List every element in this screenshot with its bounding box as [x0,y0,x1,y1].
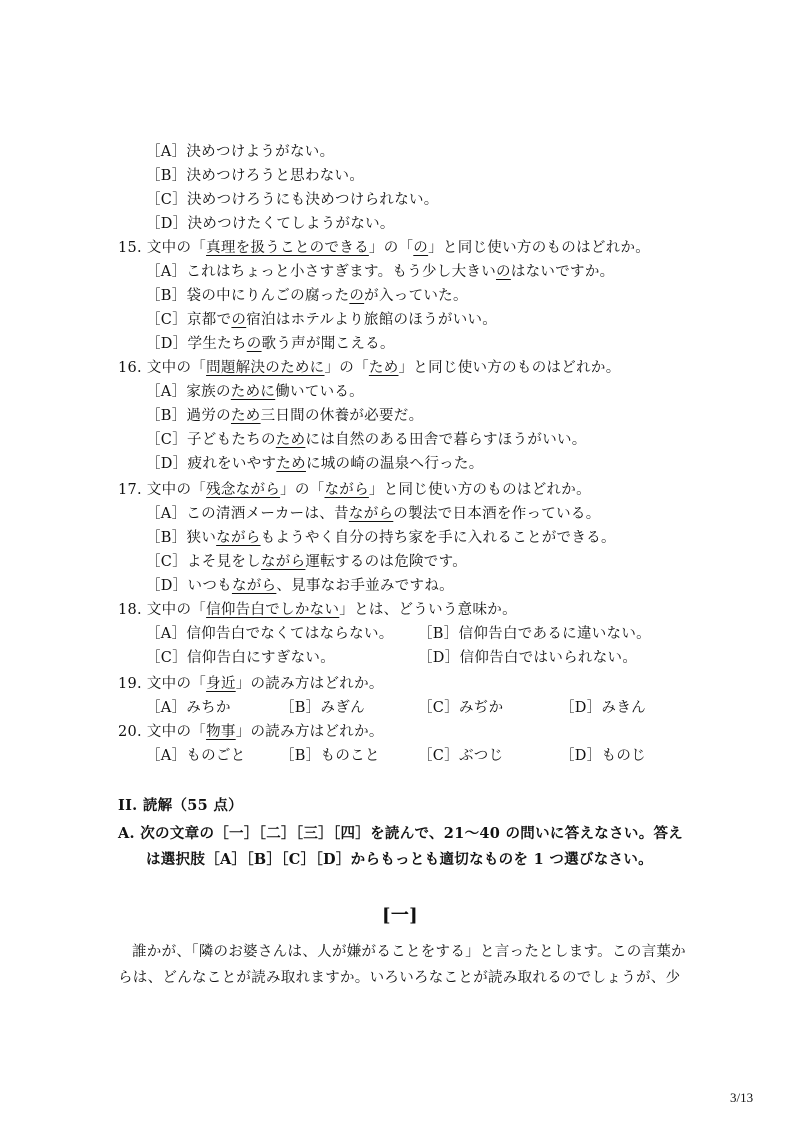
q20-target: 物事 [206,724,236,740]
q20-option-c: ［C］ぶつじ [418,748,504,764]
q16-marker: ため [368,360,399,376]
q18-option-a: ［A］信仰告白でなくてはならない。 [146,626,394,642]
q17-option-a: ［A］この清酒メーカーは、昔ながらの製法で日本酒を作っている。 [146,506,601,522]
q16-option-a: ［A］家族のために働いている。 [146,384,364,400]
q17-target: 残念ながら [206,482,281,498]
q14-option-a: ［A］決めつけようがない。 [146,144,335,160]
q18-option-c: ［C］信仰告白にすぎない。 [146,650,335,666]
q14-option-b: ［B］決めつけろうと思わない。 [146,168,365,184]
q19-option-c: ［C］みぢか [418,700,504,716]
q17-option-b: ［B］狭いながらもようやく自分の持ち家を手に入れることができる。 [146,530,616,546]
q14-option-c: ［C］決めつけろうにも決めつけられない。 [146,192,439,208]
q17-marker: ながら [324,482,369,498]
question-19: 19. 文中の「身近」の読み方はどれか。 [118,676,384,692]
q14-option-d: ［D］決めつけたくてしようがない。 [146,216,395,232]
q18-target: 信仰告白でしかない [206,602,340,618]
q19-option-d: ［D］みきん [560,700,646,716]
q15-option-d: ［D］学生たちの歌う声が聞こえる。 [146,336,395,352]
section-heading: II. 読解（55 点） [118,797,243,814]
q17-option-c: ［C］よそ見をしながら運転するのは危険です。 [146,554,468,570]
q15-marker: の [413,240,429,256]
q20-option-a: ［A］ものごと [146,748,246,764]
q20-option-d: ［D］ものじ [560,748,646,764]
q19-target: 身近 [206,676,236,692]
q17-option-d: ［D］いつもながら、見事なお手並みですね。 [146,578,454,594]
q16-target: 問題解決のために [206,360,325,376]
q18-option-d: ［D］信仰告白ではいられない。 [418,650,638,666]
q16-option-d: ［D］疲れをいやすために城の崎の温泉へ行った。 [146,456,484,472]
q19-option-b: ［B］みぎん [280,700,365,716]
q15-option-b: ［B］袋の中にりんごの腐ったのが入っていた。 [146,288,468,304]
question-17: 17. 文中の「残念ながら」の「ながら」と同じ使い方のものはどれか。 [118,482,591,498]
instructions-line-1: A. 次の文章の［一］［二］［三］［四］を読んで、21～40 の問いに答えなさい。答え [118,825,684,842]
question-15: 15. 文中の「真理を扱うことのできる」の「の」と同じ使い方のものはどれか。 [118,240,651,256]
q15-option-a: ［A］これはちょっと小さすぎます。もう少し大きいのはないですか。 [146,264,615,280]
q16-option-b: ［B］過労のため三日間の休養が必要だ。 [146,408,424,424]
q20-option-b: ［B］ものこと [280,748,380,764]
instructions-line-2: は選択肢［A］［B］［C］［D］からもっとも適切なものを 1 つ選びなさい。 [146,851,653,868]
passage-title: [一] [382,905,418,926]
question-16: 16. 文中の「問題解決のために」の「ため」と同じ使い方のものはどれか。 [118,360,621,376]
q16-option-c: ［C］子どもたちのためには自然のある田舎で暮らすほうがいい。 [146,432,587,448]
page-number: 3/13 [730,1090,754,1105]
q15-option-c: ［C］京都での宿泊はホテルより旅館のほうがいい。 [146,312,498,328]
passage-line-2: らは、どんなことが読み取れますか。いろいろなことが読み取れるのでしょうが、少 [118,970,681,986]
question-20: 20. 文中の「物事」の読み方はどれか。 [118,724,384,740]
q18-option-b: ［B］信仰告白であるに違いない。 [418,626,651,642]
q19-option-a: ［A］みちか [146,700,231,716]
q15-target: 真理を扱うことのできる [206,240,369,256]
passage-line-1: 誰かが、「隣のお婆さんは、人が嫌がることをする」と言ったとします。この言葉か [132,944,686,960]
question-18: 18. 文中の「信仰告白でしかない」とは、どういう意味か。 [118,602,517,618]
